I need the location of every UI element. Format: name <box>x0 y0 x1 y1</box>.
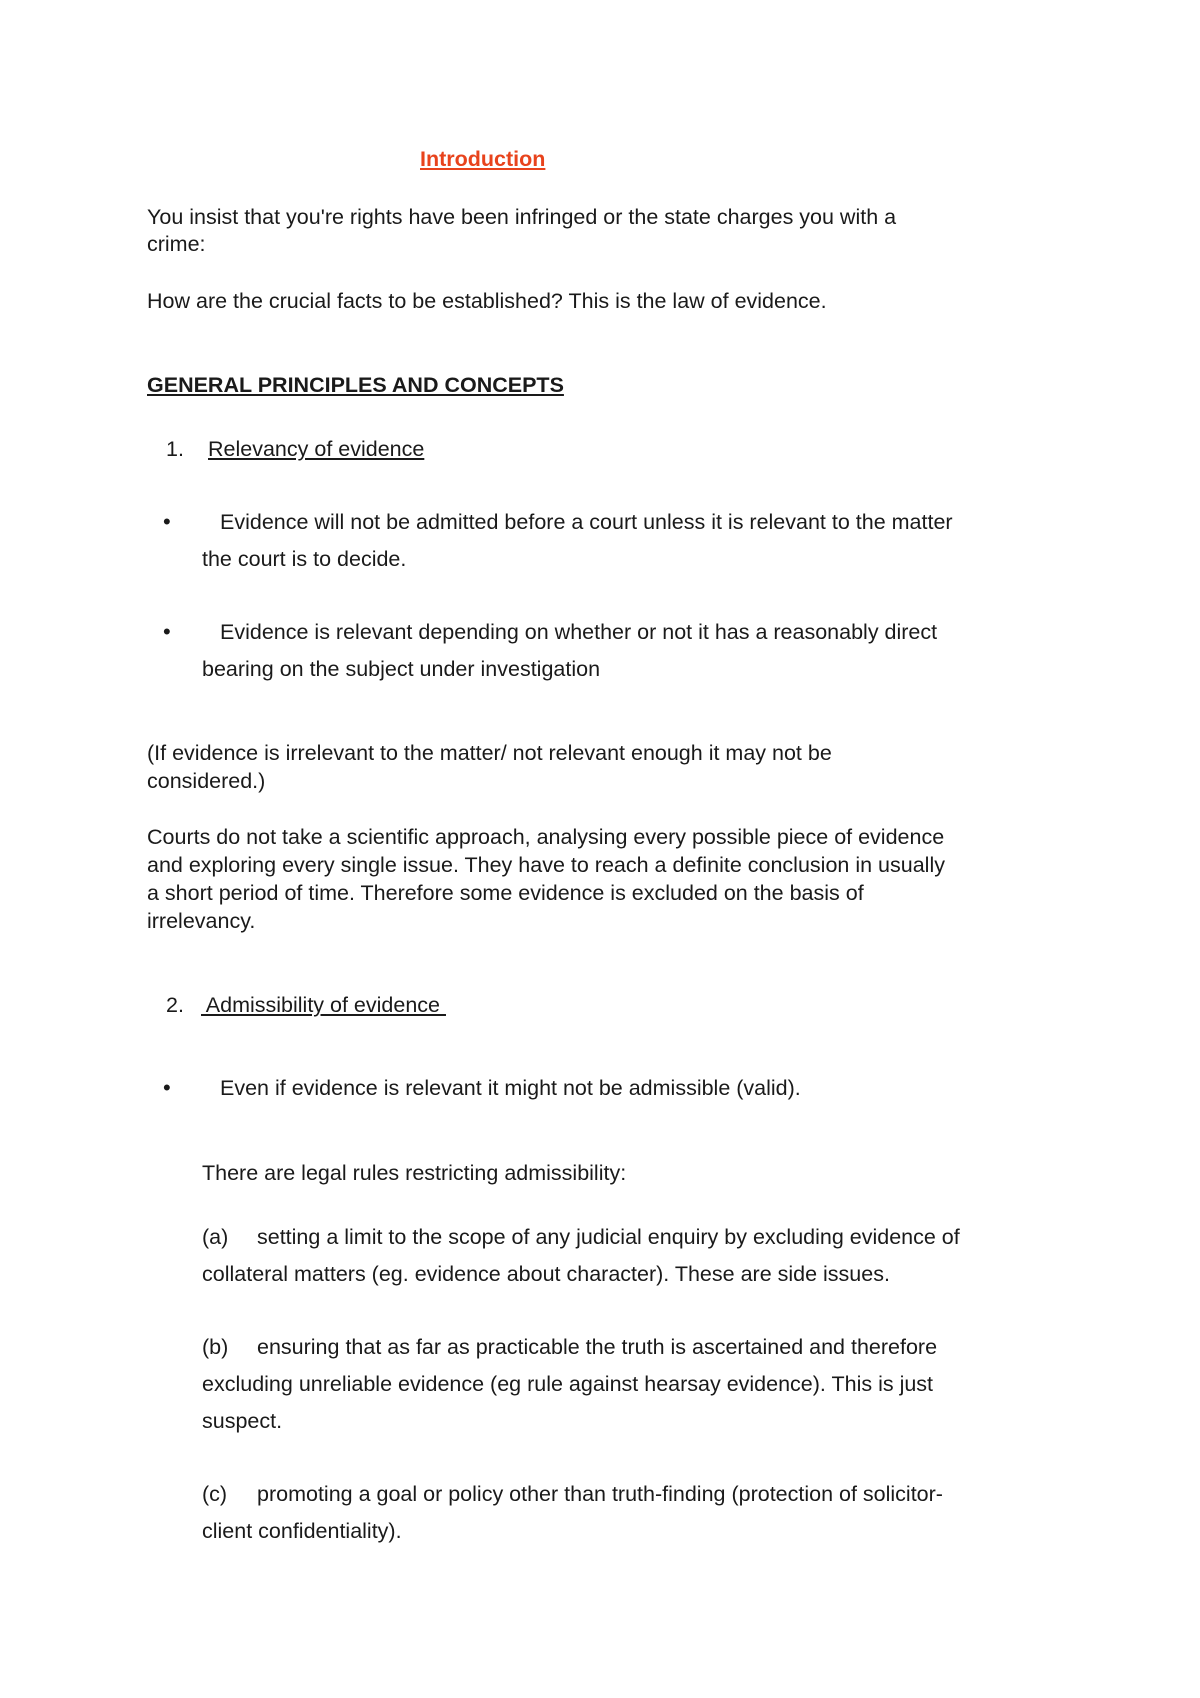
paragraph-text: irrelevancy. <box>147 909 256 933</box>
rule-text: collateral matters (eg. evidence about character). These are side issues. <box>202 1262 890 1286</box>
rule-text: excluding unreliable evidence (eg rule against hearsay evidence). This is just <box>202 1372 934 1396</box>
paragraph-text: and exploring every single issue. They have to reach a definite conclusion in usually <box>147 853 945 877</box>
rule-text: client confidentiality). <box>202 1519 402 1543</box>
bullet-text: Evidence is relevant depending on whether or not it has a reasonably direct <box>220 620 938 644</box>
bullet-icon: • <box>163 1075 171 1100</box>
bullet-text: bearing on the subject under investigation <box>202 657 601 681</box>
rule-text: setting a limit to the scope of any judicial enquiry by excluding evidence of <box>257 1225 960 1249</box>
section-title-admissibility: Admissibility of evidence <box>201 993 446 1017</box>
paragraph-text: Courts do not take a scientific approach, analysing every possible piece of evidence <box>147 825 945 849</box>
list-number: 2. <box>166 993 184 1017</box>
bullet-icon: • <box>163 509 171 534</box>
rule-label-b: (b) <box>202 1335 229 1359</box>
intro-line: How are the crucial facts to be established? This is the law of evidence. <box>147 289 827 313</box>
note-text: considered.) <box>147 769 266 793</box>
rule-label-c: (c) <box>202 1482 228 1506</box>
rules-intro: There are legal rules restricting admissibility: <box>202 1161 627 1185</box>
list-number: 1. <box>166 437 184 461</box>
rule-text: suspect. <box>202 1409 283 1433</box>
note-text: (If evidence is irrelevant to the matter/ not relevant enough it may not be <box>147 741 832 765</box>
rule-text: ensuring that as far as practicable the truth is ascertained and therefore <box>257 1335 938 1359</box>
rule-label-a: (a) <box>202 1225 229 1249</box>
paragraph-text: a short period of time. Therefore some evidence is excluded on the basis of <box>147 881 864 905</box>
rule-text: promoting a goal or policy other than truth-finding (protection of solicitor- <box>257 1482 943 1506</box>
section-heading: GENERAL PRINCIPLES AND CONCEPTS <box>147 373 564 397</box>
intro-line: You insist that you're rights have been infringed or the state charges you with a <box>147 205 897 229</box>
document-title: Introduction <box>420 147 546 171</box>
bullet-text: Evidence will not be admitted before a court unless it is relevant to the matter <box>220 510 953 534</box>
intro-line: crime: <box>147 232 206 256</box>
bullet-icon: • <box>163 619 171 644</box>
bullet-text: Even if evidence is relevant it might not be admissible (valid). <box>220 1076 801 1100</box>
bullet-text: the court is to decide. <box>202 547 407 571</box>
section-title-relevancy: Relevancy of evidence <box>208 437 425 461</box>
